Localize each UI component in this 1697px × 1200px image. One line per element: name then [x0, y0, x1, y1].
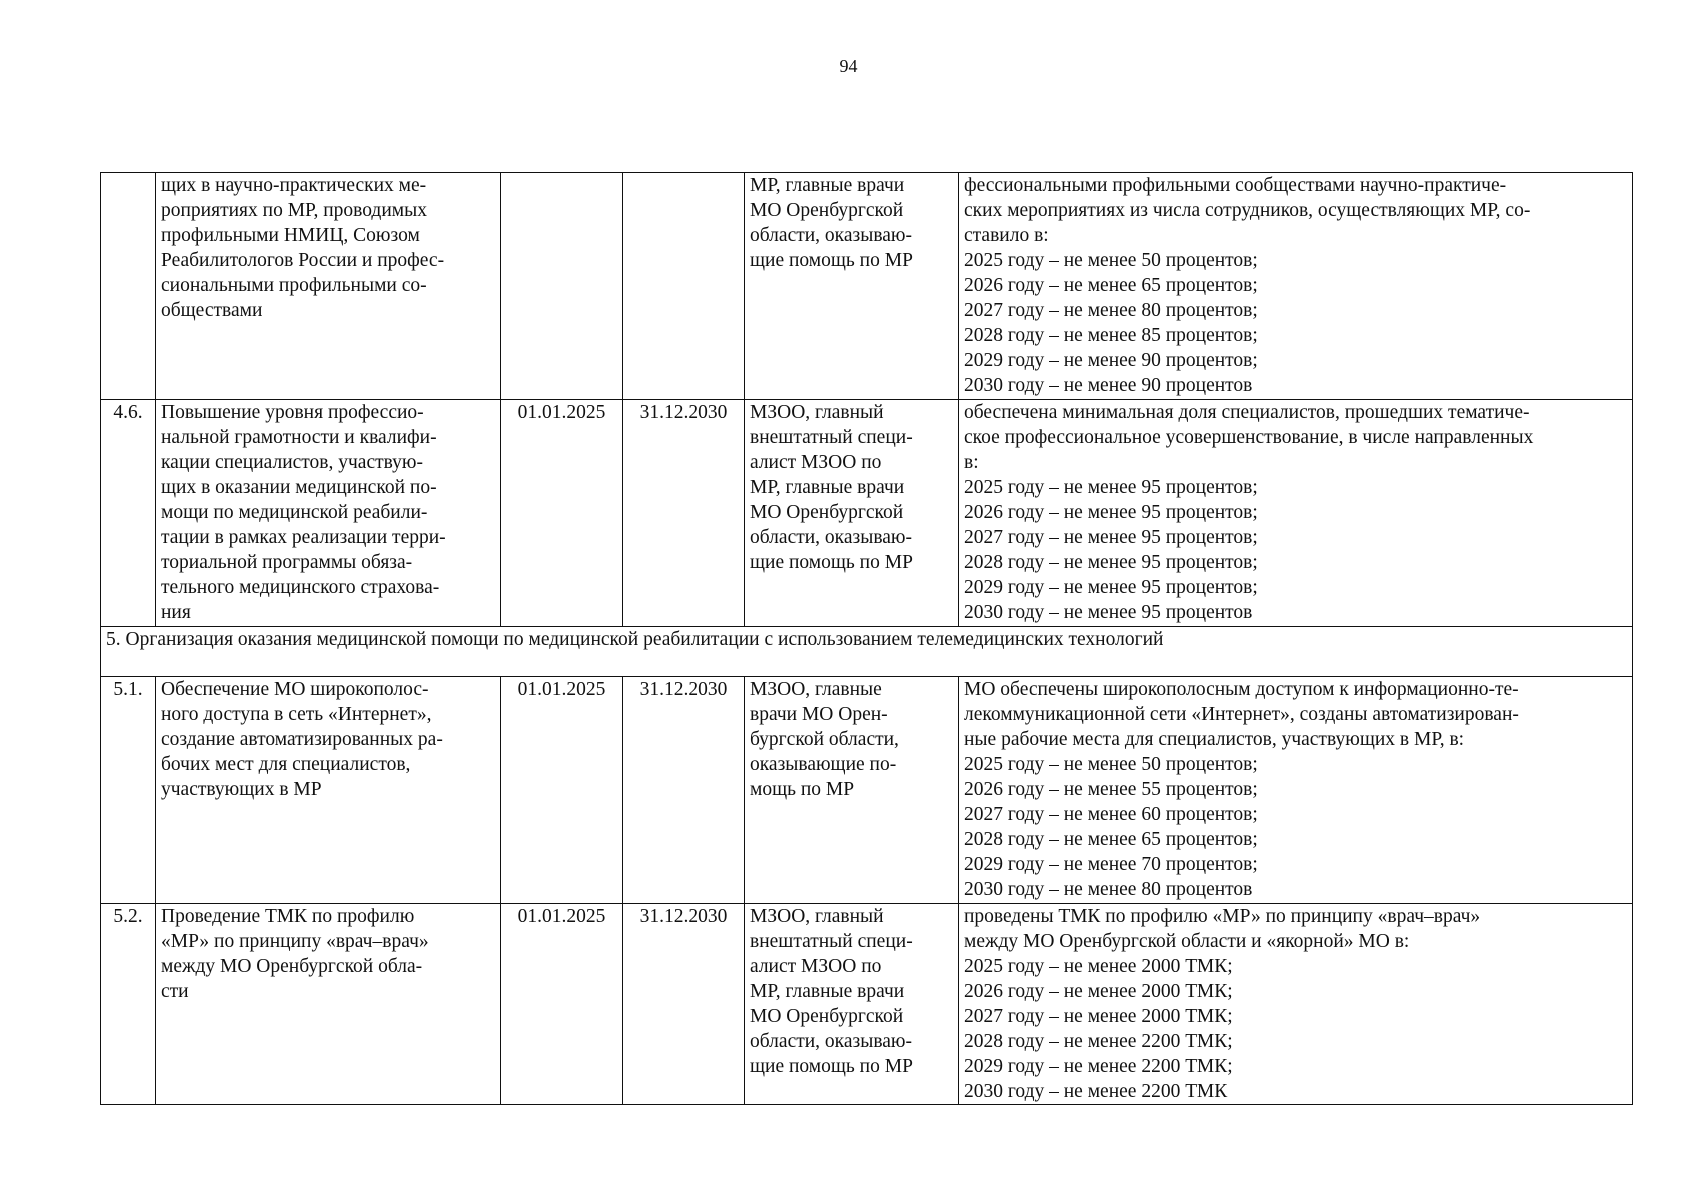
- section-heading: 5. Организация оказания медицинской помощи по медицинской реабилитации с использованием телемедицинских технологий: [101, 627, 1633, 677]
- responsible-cell: МЗОО, главный внештатный специ- алист МЗОО по МР, главные врачи МО Оренбургской области, оказываю- щие помощь по МР: [745, 904, 959, 1105]
- end-date-cell: 31.12.2030: [623, 677, 745, 904]
- section-heading-row: [101, 627, 1633, 677]
- table-row: [101, 173, 1633, 400]
- table-row: [101, 400, 1633, 627]
- activity-cell: Обеспечение МО широкополос- ного доступа в сеть «Интернет», создание автоматизированных ра- бочих мест для специалистов, участвующих в МР: [156, 677, 501, 904]
- responsible-cell: МР, главные врачи МО Оренбургской области, оказываю- щие помощь по МР: [745, 173, 959, 400]
- responsible-cell: МЗОО, главные врачи МО Орен- бургской области, оказывающие по- мощь по МР: [745, 677, 959, 904]
- start-date-cell: 01.01.2025: [501, 400, 623, 627]
- result-cell: МО обеспечены широкополосным доступом к информационно-те- лекоммуникационной сети «Интернет», созданы автоматизирован- ные рабочие места для специалистов, участвующих в МР, в: 2025 году – не менее 50 процентов; 2026 году – не менее 55 процентов; 2027 году – не менее 60 процентов; 2028 году – не менее 65 процентов; 2029 году – не менее 70 процентов; 2030 году – не менее 80 процентов: [959, 677, 1633, 904]
- result-cell: проведены ТМК по профилю «МР» по принципу «врач–врач» между МО Оренбургской области и «якорной» МО в: 2025 году – не менее 2000 ТМК; 2026 году – не менее 2000 ТМК; 2027 году – не менее 2000 ТМК; 2028 году – не менее 2200 ТМК; 2029 году – не менее 2200 ТМК; 2030 году – не менее 2200 ТМК: [959, 904, 1633, 1105]
- activity-cell: Повышение уровня профессио- нальной грамотности и квалифи- кации специалистов, участвую- щих в оказании медицинской по- мощи по медицинской реабили- тации в рамках реализации терри- ториальной программы обяза- тельного медицинского страхова- ния: [156, 400, 501, 627]
- table-row: [101, 904, 1633, 1105]
- row-number: 5.2.: [101, 904, 156, 1105]
- responsible-cell: МЗОО, главный внештатный специ- алист МЗОО по МР, главные врачи МО Оренбургской области, оказываю- щие помощь по МР: [745, 400, 959, 627]
- activity-cell: Проведение ТМК по профилю «МР» по принципу «врач–врач» между МО Оренбургской обла- сти: [156, 904, 501, 1105]
- plan-table: [100, 172, 1633, 1105]
- activity-cell: щих в научно-практических ме- роприятиях по МР, проводимых профильными НМИЦ, Союзом Реабилитологов России и профес- сиональными профильными со- обществами: [156, 173, 501, 400]
- end-date-cell: 31.12.2030: [623, 904, 745, 1105]
- result-cell: фессиональными профильными сообществами научно-практиче- ских мероприятиях из числа сотрудников, осуществляющих МР, со- ставило в: 2025 году – не менее 50 процентов; 2026 году – не менее 65 процентов; 2027 году – не менее 80 процентов; 2028 году – не менее 85 процентов; 2029 году – не менее 90 процентов; 2030 году – не менее 90 процентов: [959, 173, 1633, 400]
- end-date-cell: 31.12.2030: [623, 400, 745, 627]
- start-date-cell: 01.01.2025: [501, 677, 623, 904]
- result-cell: обеспечена минимальная доля специалистов, прошедших тематиче- ское профессиональное усовершенствование, в числе направленных в: 2025 году – не менее 95 процентов; 2026 году – не менее 95 процентов; 2027 году – не менее 95 процентов; 2028 году – не менее 95 процентов; 2029 году – не менее 95 процентов; 2030 году – не менее 95 процентов: [959, 400, 1633, 627]
- row-number: 5.1.: [101, 677, 156, 904]
- start-date-cell: 01.01.2025: [501, 904, 623, 1105]
- end-date-cell: [623, 173, 745, 400]
- table-row: [101, 677, 1633, 904]
- row-number: 4.6.: [101, 400, 156, 627]
- page-number: 94: [839, 56, 858, 76]
- start-date-cell: [501, 173, 623, 400]
- row-number: [101, 173, 156, 400]
